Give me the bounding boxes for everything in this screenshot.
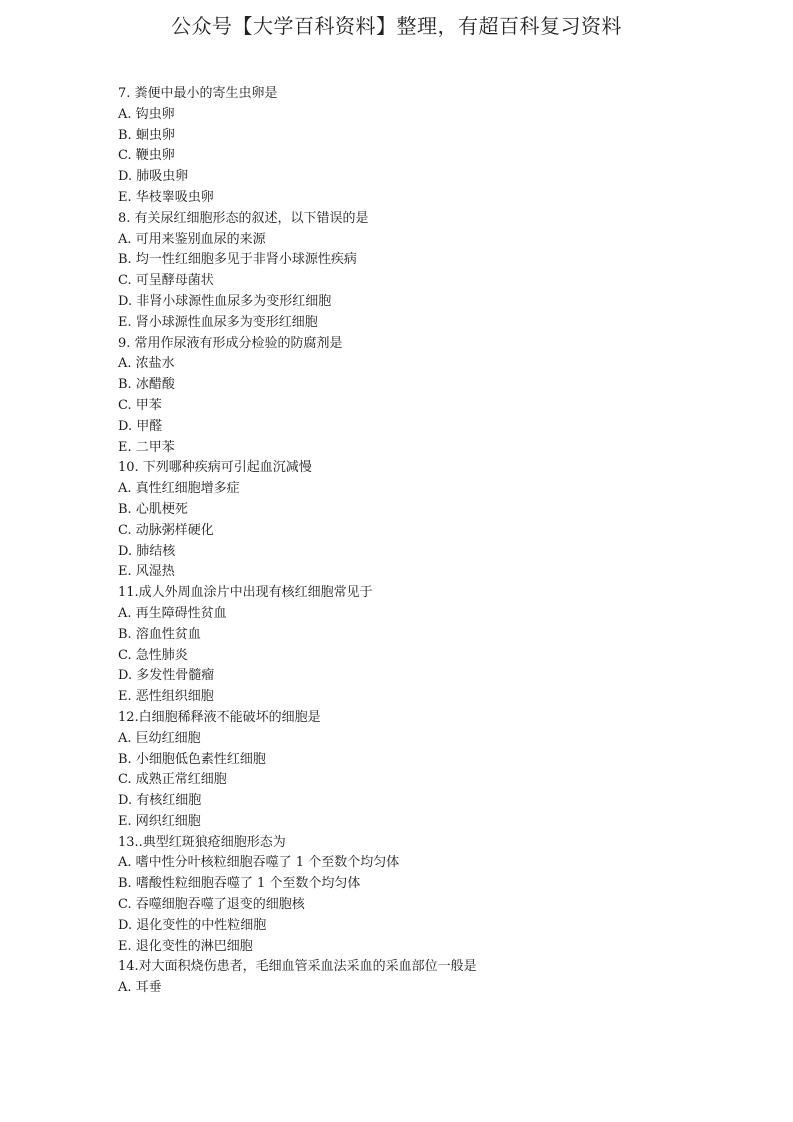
question-8-option-d: D. 非肾小球源性血尿多为变形红细胞	[118, 293, 332, 309]
question-8-option-a: A. 可用来鉴别血尿的来源	[118, 231, 266, 247]
question-14: 14.对大面积烧伤患者，毛细血管采血法采血的采血部位一般是	[118, 959, 477, 975]
question-12-option-a: A. 巨幼红细胞	[118, 730, 201, 746]
question-8-option-b: B. 均一性红细胞多见于非肾小球源性疾病	[118, 252, 357, 268]
question-8: 8. 有关尿红细胞形态的叙述，以下错误的是	[118, 210, 369, 226]
question-7: 7. 粪便中最小的寄生虫卵是	[118, 86, 278, 101]
question-13: 13..典型红斑狼疮细胞形态为	[118, 834, 286, 850]
question-12-option-c: C. 成熟正常红细胞	[118, 772, 227, 788]
question-8-option-e: E. 肾小球源性血尿多为变形红细胞	[118, 314, 318, 330]
question-7-option-e: E. 华枝睾吸虫卵	[118, 189, 214, 205]
question-10-option-e: E. 风湿热	[118, 564, 175, 580]
question-13-option-c: C. 吞噬细胞吞噬了退变的细胞核	[118, 897, 305, 913]
question-9-option-b: B. 冰醋酸	[118, 377, 175, 393]
question-9-option-d: D. 甲醛	[118, 418, 163, 434]
question-12-option-b: B. 小细胞低色素性红细胞	[118, 751, 266, 767]
question-9-option-e: E. 二甲苯	[118, 439, 175, 455]
question-10: 10. 下列哪种疾病可引起血沉减慢	[118, 460, 312, 476]
question-9-option-c: C. 甲苯	[118, 397, 162, 413]
question-10-option-d: D. 肺结核	[118, 543, 176, 559]
question-10-option-a: A. 真性红细胞增多症	[118, 481, 240, 497]
question-12: 12.白细胞稀释液不能破坏的细胞是	[118, 709, 321, 725]
question-11-option-a: A. 再生障碍性贫血	[118, 605, 227, 621]
question-12-option-d: D. 有核红细胞	[118, 793, 202, 809]
question-10-option-b: B. 心肌梗死	[118, 501, 188, 517]
question-11-option-c: C. 急性肺炎	[118, 647, 188, 663]
question-13-option-d: D. 退化变性的中性粒细胞	[118, 917, 267, 933]
question-7-option-d: D. 肺吸虫卵	[118, 169, 189, 185]
question-11-option-b: B. 溶血性贫血	[118, 626, 201, 642]
question-9-option-a: A. 浓盐水	[118, 356, 175, 372]
question-13-option-a: A. 嗜中性分叶核粒细胞吞噬了 1 个至数个均匀体	[118, 855, 400, 871]
question-13-option-e: E. 退化变性的淋巴细胞	[118, 938, 253, 954]
question-11-option-e: E. 恶性组织细胞	[118, 689, 214, 705]
question-11-option-d: D. 多发性骨髓瘤	[118, 668, 215, 684]
question-10-option-c: C. 动脉粥样硬化	[118, 522, 214, 538]
question-list	[118, 84, 758, 999]
question-9: 9. 常用作尿液有形成分检验的防腐剂是	[118, 335, 343, 351]
page-header: 公众号【大学百科资料】整理，有超百科复习资料	[171, 14, 622, 38]
question-14-option-a: A. 耳垂	[118, 980, 162, 996]
question-7-option-a: A. 钩虫卵	[118, 106, 175, 122]
question-8-option-c: C. 可呈酵母菌状	[118, 273, 214, 289]
question-7-option-c: C. 鞭虫卵	[118, 148, 175, 164]
question-11: 11.成人外周血涂片中出现有核红细胞常见于	[118, 585, 373, 601]
question-12-option-e: E. 网织红细胞	[118, 813, 201, 829]
question-13-option-b: B. 嗜酸性粒细胞吞噬了 1 个至数个均匀体	[118, 876, 361, 892]
question-7-option-b: B. 蛔虫卵	[118, 127, 175, 143]
